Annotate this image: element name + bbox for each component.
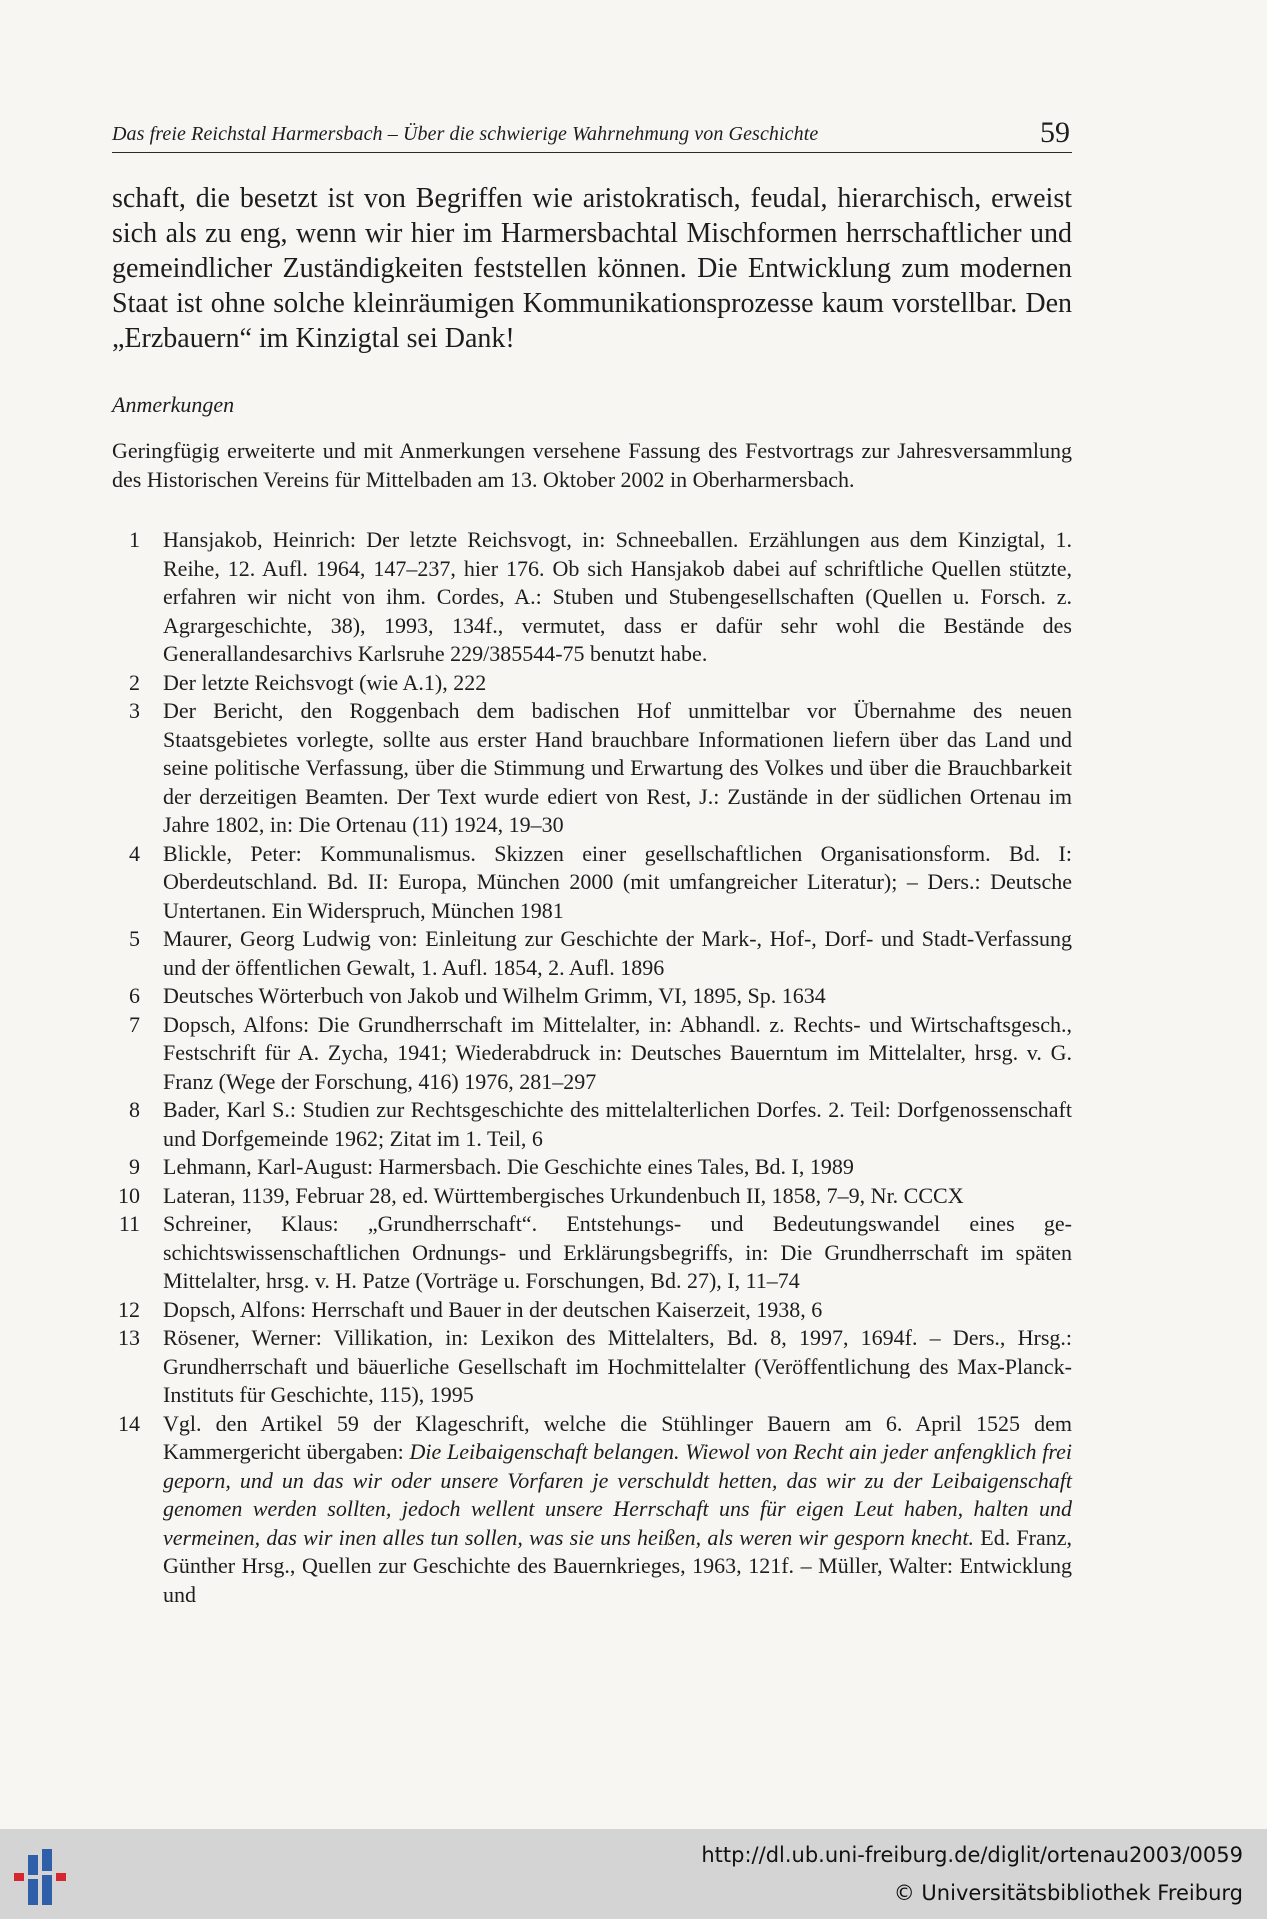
endnote-number: 13 [118,1325,140,1350]
endnote [112,1153,1072,1182]
endnote-text: Hansjakob, Heinrich: Der letzte Reichsvogt, in: Schneeballen. Erzählungen aus dem Kinzigtal, 1. Reihe, 12. Aufl. 1964, 147–237, hier 176. Ob sich Hansjakob dabei auf schriftliche Quellen stützte, erfahren wir nicht von ihm. Cordes, A.: Stuben und Stubengesellschaften (Quellen u. Forsch. z. Agrargeschichte, 38), 1993, 134f., vermutet, dass er dafür sehr wohl die Bestände des Generallandesarchivs Karlsruhe 229/385544-75 benutzt habe. [163,527,1072,666]
endnote-number: 14 [118,1410,140,1436]
endnote-text: Lehmann, Karl-August: Harmersbach. Die Geschichte eines Tales, Bd. I, 1989 [163,1154,854,1179]
library-logo-icon [14,1849,78,1905]
endnote-text: Rösener, Werner: Villikation, in: Lexikon des Mittelalters, Bd. 8, 1997, 1694f. – Ders., Hrsg.: Grundherrschaft und bäuerliche Gesellschaft im Hochmittelalter (Veröffentlichung des Max-Planck-Instituts für Geschichte, 115), 1995 [163,1325,1072,1407]
endnote-text: Schreiner, Klaus: „Grundherrschaft“. Entstehungs- und Bedeutungswandel eines geschichtswissenschaftlichen Ordnungs- und Erklärungsbegriffs, in: Die Grundherrschaft im späten Mittelalter, hrsg. v. H. Patze (Vorträge u. Forschungen, Bd. 27), I, 11–74 [163,1211,1072,1293]
endnote [112,1324,1072,1410]
notes-heading: Anmerkungen [112,392,235,417]
endnote-text: Maurer, Georg Ludwig von: Einleitung zur Geschichte der Mark-, Hof-, Dorf- und Stadt-Verfassung und der öffentlichen Gewalt, 1. Aufl. 1854, 2. Aufl. 1896 [163,926,1072,980]
viewer-footer [0,1829,1267,1919]
running-head [112,112,1072,153]
endnote-number: 7 [129,1011,140,1037]
endnote [112,697,1072,840]
endnote-number: 5 [129,926,140,951]
endnote [112,1410,1072,1610]
endnote [112,1210,1072,1296]
copyright-notice: © Universitätsbibliothek Freiburg [893,1881,1243,1905]
endnote-number: 1 [129,527,140,552]
endnote [112,1182,1072,1211]
body-paragraph: schaft, die besetzt ist von Begriffen wie aristokratisch, feudal, hierarchisch, erweist sich als zu eng, wenn wir hier im Harmersbachtal Mischformen herrschaftlicher und gemeindlicher Zuständigkeiten feststellen können. Die Entwicklung zum modernen Staat ist ohne solche kleinräumigen Kommunikationsprozesse kaum vorstellbar. Den „Erzbauern“ im Kinzigtal sei Dank! [112,183,1072,354]
page-number: 59 [1040,116,1070,149]
endnote-text: Vgl. den Artikel 59 der Klageschrift, welche die Stühlinger Bauern am 6. April 1525 dem Kammergericht übergaben: [163,1410,1072,1464]
endnote [112,526,1072,669]
endnote [112,1296,1072,1325]
endnote-number: 8 [129,1097,140,1122]
endnote-number: 3 [129,698,140,723]
endnote [112,1096,1072,1153]
endnote [112,982,1072,1011]
endnote-text: Blickle, Peter: Kommunalismus. Skizzen einer gesellschaftlichen Organisationsform. Bd. I: Oberdeutschland. Bd. II: Europa, München 2000 (mit umfangreicher Literatur); – Ders.: Deutsche Untertanen. Ein Widerspruch, München 1981 [163,840,1072,923]
endnote-number: 9 [129,1154,140,1179]
endnote-text: Deutsches Wörterbuch von Jakob und Wilhelm Grimm, VI, 1895, Sp. 1634 [163,983,826,1008]
endnote-number: 4 [129,840,140,866]
endnote-quote: Die Leibaigenschaft belangen. Wiewol von Recht ain jeder anfengklich frei geporn, und un das wir oder unsere Vorfaren je verschuldt hetten, das wir zu der Leibaigenschaft genomen werden sollten, jedoch wellent unsere Herrschaft uns für eigen Leut haben, halten und vermeinen, das wir inen alles tun sollen, was sie uns heißen, als weren wir gesporn knecht. [163,1439,1072,1550]
notes-intro: Geringfügig erweiterte und mit Anmerkungen versehene Fassung des Festvortrags zur Jahresversammlung des Historischen Vereins für Mittelbaden am 13. Oktober 2002 in Oberharmersbach. [112,438,1072,492]
endnote [112,925,1072,982]
endnote-number: 12 [118,1296,140,1322]
endnote [112,840,1072,926]
endnote-text: Dopsch, Alfons: Herrschaft und Bauer in der deutschen Kaiserzeit, 1938, 6 [163,1296,823,1322]
endnote-number: 10 [118,1182,140,1208]
endnote-text: Der letzte Reichsvogt (wie A.1), 222 [163,669,487,695]
endnote-number: 11 [118,1211,140,1236]
endnote [112,669,1072,698]
endnote-text: Bader, Karl S.: Studien zur Rechtsgeschichte des mittelalterlichen Dorfes. 2. Teil: Dorfgenossenschaft und Dorfgemeinde 1962; Zitat im 1. Teil, 6 [163,1097,1072,1151]
endnote [112,1011,1072,1097]
endnote-text: Dopsch, Alfons: Die Grundherrschaft im Mittelalter, in: Abhandl. z. Rechts- und Wirtschaftsgesch., Festschrift für A. Zycha, 1941; Wiederabdruck in: Deutsches Bauerntum im Mittelalter, hrsg. v. G. Franz (Wege der Forschung, 416) 1976, 281–297 [163,1011,1072,1094]
running-title: Das freie Reichstal Harmersbach – Über die schwierige Wahrnehmung von Geschichte [112,123,819,145]
endnote-text-continued: Ed. Franz, Günther Hrsg., Quellen zur Geschichte des Bauernkrieges, 1963, 121f. – Müller, Walter: Entwicklung und [163,1524,1072,1607]
source-url-link[interactable]: http://dl.ub.uni-freiburg.de/diglit/ortenau2003/0059 [701,1843,1243,1867]
endnote-number: 6 [129,983,140,1008]
endnote-text: Der Bericht, den Roggenbach dem badischen Hof unmittelbar vor Übernahme des neuen Staatsgebietes vorlegte, sollte aus erster Hand brauchbare Informationen liefern über das Land und seine politische Verfassung, über die Stimmung und Erwartung des Volkes und über die Brauchbarkeit der derzeitigen Beamten. Der Text wurde ediert von Rest, J.: Zustände in der südlichen Ortenau im Jahre 1802, in: Die Ortenau (11) 1924, 19–30 [163,698,1072,837]
endnotes-list [112,526,1072,1609]
endnote-number: 2 [129,669,140,695]
endnote-text: Lateran, 1139, Februar 28, ed. Württembergisches Urkundenbuch II, 1858, 7–9, Nr. CCCX [163,1182,964,1208]
